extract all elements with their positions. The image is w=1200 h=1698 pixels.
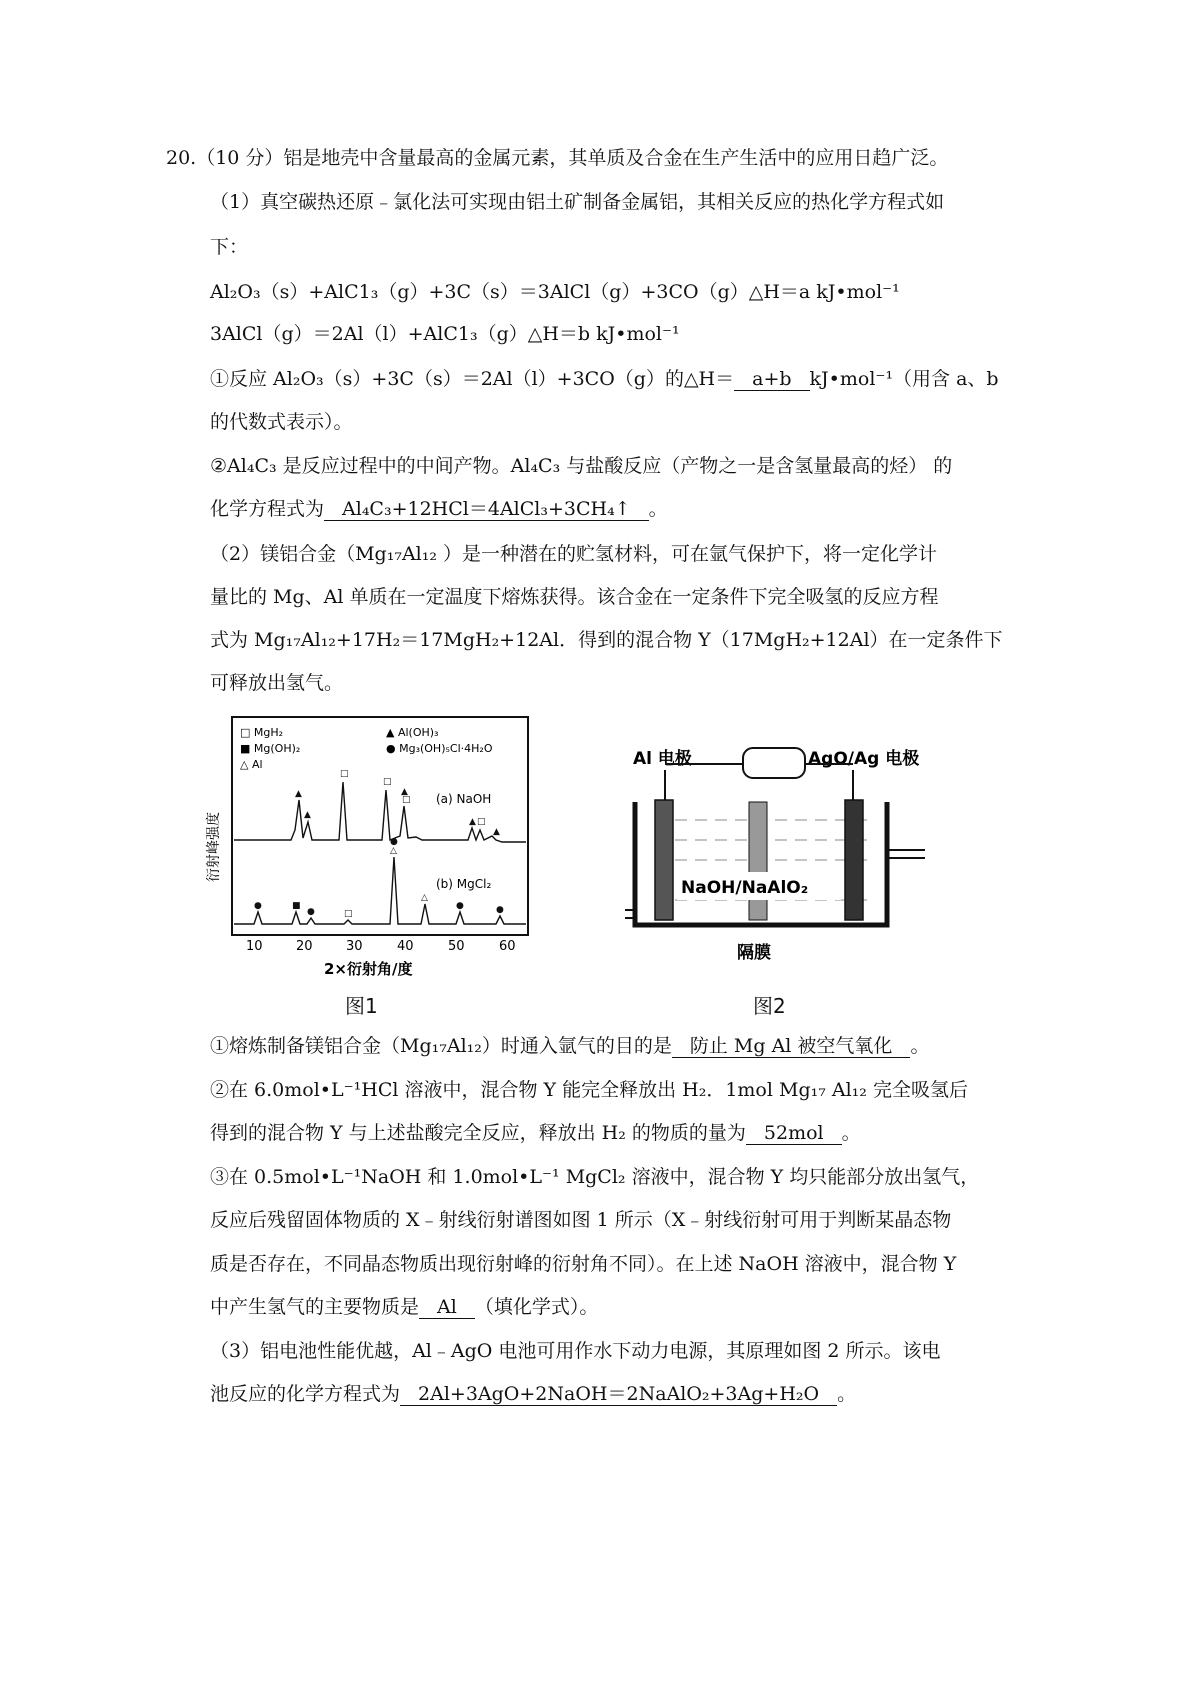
svg-text:△: △ [421,893,428,903]
svg-text:●: ● [254,901,262,911]
right-electrode-label: AgO/Ag 电极 [808,749,920,769]
q2-3-end: （填化学式）。 [474,1296,599,1318]
legend-al: △ Al [240,758,263,771]
xtick-60: 60 [499,939,516,954]
q2-3-line3: 质是否存在，不同晶态物质出现衍射峰的衍射角不同）。在上述 NaOH 溶液中，混合物 Y [210,1253,957,1275]
xtick-50: 50 [448,939,465,954]
q1-2-line1: ②Al₄C₃ 是反应过程中的中间产物。Al₄C₃ 与盐酸反应（产物之一是含氢量最高的烃） 的 [210,455,953,477]
q2-2-line1: ②在 6.0mol•L⁻¹HCl 溶液中，混合物 Y 能完全释放出 H₂．1mol Mg₁₇ Al₁₂ 完全吸氢后 [210,1079,968,1101]
part2-line1: （2）镁铝合金（Mg₁₇Al₁₂ ）是一种潜在的贮氢材料，可在氩气保护下，将一定化学计 [210,543,938,565]
ago-electrode [845,800,863,920]
svg-text:△: △ [390,846,397,856]
q2-2-text: 得到的混合物 Y 与上述盐酸完全反应，释放出 H₂ 的物质的量为 [210,1122,746,1144]
part3-line1: （3）铝电池性能优越，Al﹣AgO 电池可用作水下动力电源，其原理如图 2 所示。该电 [210,1340,941,1362]
q2-3-line1: ③在 0.5mol•L⁻¹NaOH 和 1.0mol•L⁻¹ MgCl₂ 溶液中，混合物 Y 均只能部分放出氢气， [210,1166,980,1188]
q1-1-text-end: kJ•mol⁻¹（用含 a、b [809,368,999,390]
load-device [743,748,805,778]
part2-line3: 式为 Mg₁₇Al₁₂+17H₂＝17MgH₂+12Al．得到的混合物 Y（17MgH₂+12Al）在一定条件下 [210,629,1003,651]
svg-text:▲: ▲ [295,789,302,799]
q2-2-line2 [210,1121,861,1145]
curve-a [234,782,526,842]
left-electrode-label: Al 电极 [633,749,692,769]
q2-3-line4 [210,1295,598,1319]
svg-text:□: □ [477,817,486,827]
figure-2-caption: 图2 [753,994,786,1018]
question-heading: 20.（10 分）铝是地壳中含量最高的金属元素，其单质及合金在生产生活中的应用日趋广泛。 [166,147,949,169]
svg-text:▲: ▲ [469,817,476,827]
legend-mgohcl: ● Mg₃(OH)₅Cl·4H₂O [386,742,493,755]
svg-text:▲: ▲ [304,810,311,820]
x-axis-label: 2×衍射角/度 [324,960,413,978]
q2-3-answer: Al [419,1296,475,1319]
q1-2-line2 [210,497,668,521]
al-electrode [655,800,673,920]
xtick-30: 30 [346,939,363,954]
part3-answer: 2Al+3AgO+2NaOH＝2NaAlO₂+3Ag+H₂O [400,1383,837,1406]
q1-2-text: 化学方程式为 [210,498,325,520]
q2-2-end: 。 [841,1122,861,1144]
x-ticks [246,939,516,954]
q2-2-answer: 52mol [746,1122,842,1145]
svg-text:▲: ▲ [493,827,500,837]
xtick-40: 40 [397,939,414,954]
q1-1-line [210,367,999,391]
part3-end: 。 [837,1383,857,1405]
equation-2: 3AlCl（g）＝2Al（l）+AlC1₃（g）△H＝b kJ•mol⁻¹ [210,323,680,345]
figure-1-caption: 图1 [345,994,378,1018]
q2-1-answer: 防止 Mg Al 被空气氧化 [672,1035,911,1058]
equation-1: Al₂O₃（s）+AlC1₃（g）+3C（s）＝3AlCl（g）+3CO（g）△H＝a kJ•mol⁻¹ [210,281,900,303]
q1-2-answer: Al₄C₃+12HCl＝4AlCl₃+3CH₄↑ [324,498,649,521]
membrane-label: 隔膜 [737,943,771,963]
q2-1-text: ①熔炼制备镁铝合金（Mg₁₇Al₁₂）时通入氩气的目的是 [210,1035,672,1057]
legend-mgoh2: ■ Mg(OH)₂ [240,742,301,755]
svg-text:●: ● [456,901,464,911]
figure-1 [196,712,536,982]
q1-1-answer: a+b [734,368,809,391]
legend-mgh2: □ MgH₂ [240,726,284,739]
figure-2 [625,740,945,980]
part2-line2: 量比的 Mg、Al 单质在一定温度下熔炼获得。该合金在一定条件下完全吸氢的反应方程 [210,586,939,608]
q1-1-line2: 的代数式表示）。 [210,411,353,433]
part2-line4: 可释放出氢气。 [210,672,344,694]
y-axis-label: 衍射峰强度 [206,812,222,882]
q2-3-line2: 反应后残留固体物质的 X﹣射线衍射谱图如图 1 所示（X﹣射线衍射可用于判断某晶态物 [210,1209,952,1231]
svg-text:□: □ [344,909,353,919]
svg-text:●: ● [496,905,504,915]
battery-diagram [625,740,945,980]
q2-1-line [210,1034,929,1058]
q1-2-end: 。 [648,498,668,520]
svg-text:□: □ [383,777,392,787]
xrd-chart [196,712,536,982]
svg-text:●: ● [307,907,315,917]
curve-b-label: (b) MgCl₂ [436,877,492,891]
membrane [749,802,767,920]
xtick-10: 10 [246,939,263,954]
q1-1-text: ①反应 Al₂O₃（s）+3C（s）＝2Al（l）+3CO（g）的△H＝ [210,368,735,390]
svg-text:□: □ [402,795,411,805]
electrolyte-label: NaOH/NaAlO₂ [681,878,809,898]
part3-line2 [210,1382,856,1406]
svg-text:■: ■ [292,901,301,911]
svg-text:●: ● [390,837,398,847]
q2-3-text: 中产生氢气的主要物质是 [210,1296,420,1318]
curve-a-label: (a) NaOH [436,792,492,806]
part3-text: 池反应的化学方程式为 [210,1383,401,1405]
svg-text:□: □ [340,769,349,779]
xtick-20: 20 [296,939,313,954]
q2-1-end: 。 [910,1035,930,1057]
part1-intro-line2: 下： [210,236,249,258]
legend-aloh3: ▲ Al(OH)₃ [386,726,439,739]
part1-intro-line1: （1）真空碳热还原﹣氯化法可实现由铝土矿制备金属铝，其相关反应的热化学方程式如 [210,191,945,213]
svg-text:▲: ▲ [401,787,408,797]
